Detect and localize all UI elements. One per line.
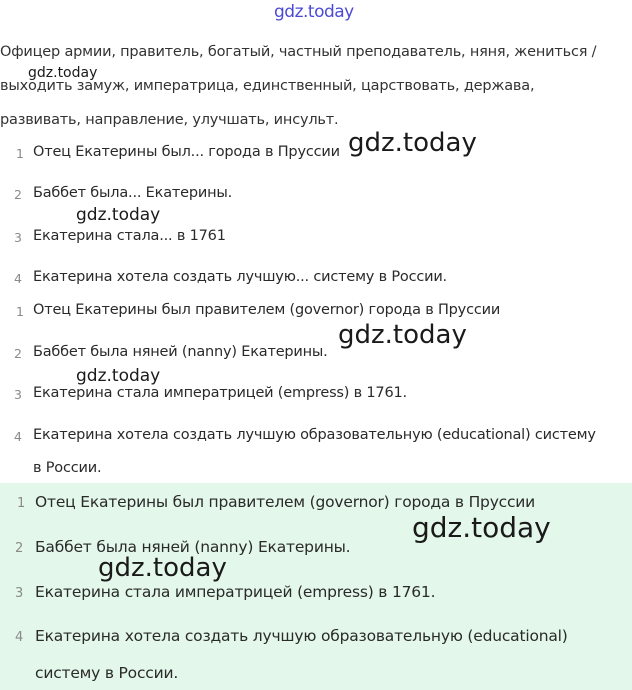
list-item: Баббет была... Екатерины. — [33, 185, 233, 201]
list-item: Отец Екатерины был правителем (governor) города в Пруссии — [33, 302, 501, 318]
list-item-continuation: в России. — [33, 460, 102, 476]
list-item: Отец Екатерины был правителем (governor) города в Пруссии — [35, 493, 536, 511]
list-item: Екатерина хотела создать лучшую образовательную (educational) — [35, 627, 568, 645]
list-item-number: 4 — [15, 630, 24, 645]
list-item: Екатерина стала императрицей (empress) в 1761. — [33, 385, 407, 401]
vocabulary-line-2: выходить замуж, императрица, единственный, царствовать, держава, — [0, 78, 535, 94]
vocabulary-line-3: развивать, направление, улучшать, инсульт. — [0, 112, 339, 128]
watermark: gdz.today — [412, 511, 551, 544]
list-item-number: 2 — [15, 541, 24, 556]
vocabulary-line-1: Офицер армии, правитель, богатый, частный преподаватель, няня, жениться / — [0, 44, 597, 60]
list-item-continuation: систему в России. — [35, 664, 179, 682]
list-item: Екатерина стала... в 1761 — [33, 228, 226, 244]
list-item-number: 3 — [14, 230, 22, 245]
list-item-number: 3 — [15, 586, 24, 601]
watermark: gdz.today — [28, 65, 98, 81]
list-item: Екатерина хотела создать лучшую образовательную (educational) систему — [33, 427, 596, 443]
list-item-number: 3 — [14, 387, 22, 402]
list-item: Екатерина хотела создать лучшую... систему в России. — [33, 269, 447, 285]
list-item-number: 4 — [14, 429, 22, 444]
list-item-number: 2 — [14, 346, 22, 361]
list-item-number: 2 — [14, 187, 22, 202]
list-item: Отец Екатерины был... города в Пруссии — [33, 144, 340, 160]
watermark: gdz.today — [98, 553, 227, 583]
list-item: Екатерина стала императрицей (empress) в 1761. — [35, 583, 436, 601]
list-item-number: 4 — [14, 271, 22, 286]
list-item: Баббет была няней (nanny) Екатерины. — [35, 538, 351, 556]
watermark: gdz.today — [338, 320, 467, 350]
watermark: gdz.today — [348, 128, 477, 158]
list-item-number: 1 — [17, 496, 26, 511]
watermark: gdz.today — [76, 205, 161, 225]
list-item-number: 1 — [16, 304, 24, 319]
watermark: gdz.today — [76, 366, 161, 386]
list-item: Баббет была няней (nanny) Екатерины. — [33, 344, 328, 360]
site-brand[interactable]: gdz.today — [274, 2, 354, 22]
list-item-number: 1 — [16, 146, 24, 161]
